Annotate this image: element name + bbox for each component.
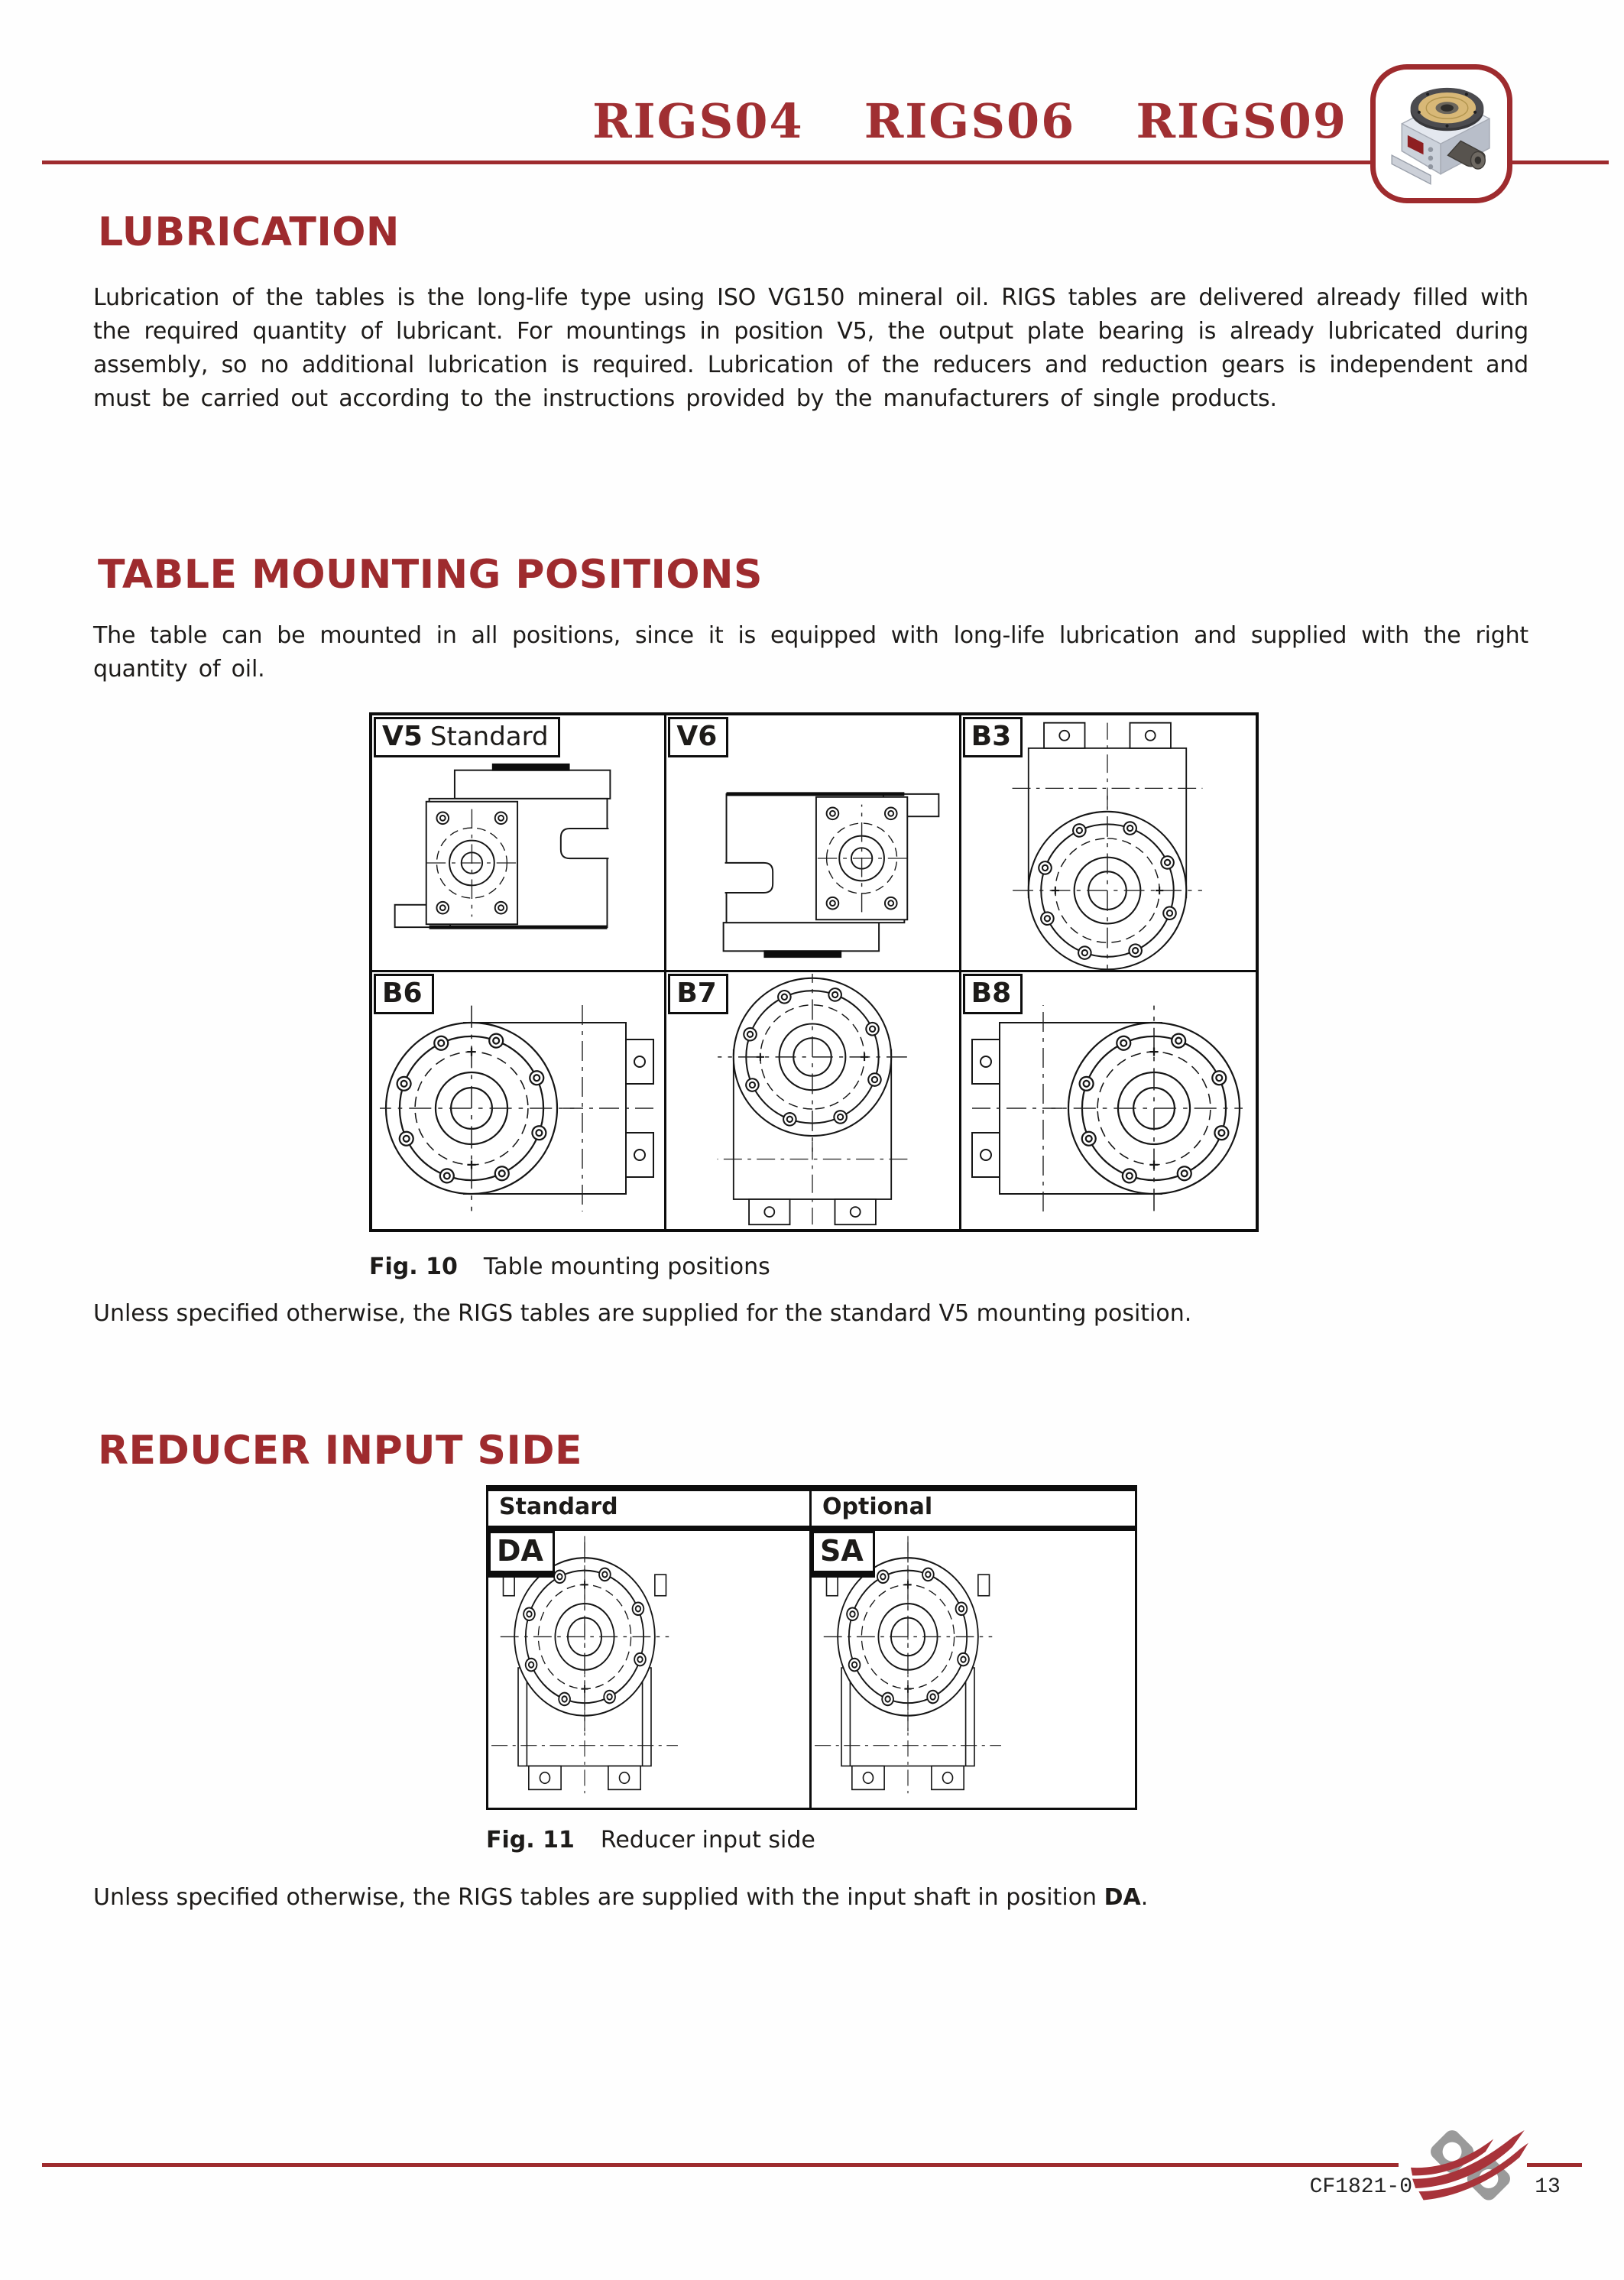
page-title: RIGS04 RIGS06 RIGS09 — [592, 93, 1347, 149]
caption-fig11-text: Reducer input side — [600, 1827, 815, 1854]
caption-fig10-text: Table mounting positions — [483, 1254, 770, 1280]
b3-front-drawing — [1007, 720, 1207, 972]
paragraph-mounting-intro: The table can be mounted in all positions, since it is equipped with long-life lubrication and supplied with the right quantity of oil. — [93, 622, 1528, 683]
note-reducer — [93, 1882, 1528, 1914]
fig11-body-row — [488, 1531, 1135, 1808]
input-label-sa: SA — [812, 1531, 875, 1578]
footer-rule-left — [42, 2163, 1399, 2167]
label-v6: V6 — [676, 721, 718, 752]
company-logo-icon — [1411, 2129, 1530, 2209]
b7-front-drawing — [714, 974, 911, 1228]
label-b3: B3 — [971, 721, 1012, 752]
mounting-cell-v5 — [372, 715, 666, 972]
caption-fig10 — [369, 1254, 770, 1281]
label-b7: B7 — [676, 978, 717, 1009]
b6-front-drawing — [380, 1001, 656, 1215]
input-cell-sa — [812, 1531, 1135, 1808]
mounting-cell-b6 — [372, 972, 666, 1229]
caption-fig11 — [486, 1827, 815, 1854]
figure-10-mounting-grid — [369, 712, 1259, 1232]
mounting-cell-b3 — [961, 715, 1256, 972]
note-reducer-prefix: Unless specified otherwise, the RIGS tables are supplied with the input shaft in position — [93, 1884, 1104, 1911]
label-b8: B8 — [971, 978, 1012, 1009]
section-heading-lubrication: LUBRICATION — [98, 209, 400, 255]
product-photo — [1380, 75, 1502, 193]
mounting-cell-b7 — [666, 972, 961, 1229]
section-heading-reducer: REDUCER INPUT SIDE — [98, 1428, 583, 1474]
label-b6: B6 — [382, 978, 423, 1009]
input-cell-da — [488, 1531, 812, 1808]
note-reducer-bold: DA — [1104, 1884, 1141, 1911]
footer-doc-code: CF1821-0 — [1309, 2175, 1412, 2199]
note-reducer-suffix: . — [1140, 1884, 1149, 1911]
fig11-header-standard: Standard — [488, 1491, 812, 1526]
fig11-header-row — [488, 1491, 1135, 1531]
paragraph-lubrication: Lubrication of the tables is the long-life type using ISO VG150 mineral oil. RIGS tables are delivered already filled with the required quantity of lubricant. For mountings in position V5, the output plate bearing is already lubricated during assembly, so no additional lubrication is required. Lubrication of the reducers and reduction gears is independent and must be carried out according to the instructions provided by the manufacturers of single products. — [93, 284, 1528, 413]
figure-11-input-table — [486, 1485, 1137, 1810]
mounting-label-b7 — [668, 974, 728, 1014]
mounting-cell-b8 — [961, 972, 1256, 1229]
v5-side-drawing — [378, 760, 663, 966]
label-v5: V5 — [382, 721, 423, 752]
mounting-label-b6 — [374, 974, 434, 1014]
note-mounting: Unless specified otherwise, the RIGS tables are supplied for the standard V5 mounting position. — [93, 1300, 1192, 1327]
mounting-label-v6 — [668, 717, 728, 757]
input-label-da: DA — [488, 1531, 555, 1578]
mounting-label-v5 — [374, 717, 560, 757]
caption-fig11-label: Fig. 11 — [486, 1827, 575, 1854]
label-v5-standard: Standard — [430, 722, 549, 752]
v6-side-drawing — [671, 755, 955, 962]
b8-front-drawing — [969, 1001, 1243, 1215]
footer-rule-right — [1527, 2163, 1582, 2167]
footer-page-number: 13 — [1535, 2175, 1561, 2199]
mounting-label-b3 — [963, 717, 1023, 757]
fig11-header-optional: Optional — [822, 1494, 933, 1520]
mounting-cell-v6 — [666, 715, 961, 972]
caption-fig10-label: Fig. 10 — [369, 1254, 458, 1280]
product-photo-frame — [1370, 64, 1512, 203]
section-heading-mounting: TABLE MOUNTING POSITIONS — [98, 552, 763, 598]
mounting-label-b8 — [963, 974, 1023, 1014]
